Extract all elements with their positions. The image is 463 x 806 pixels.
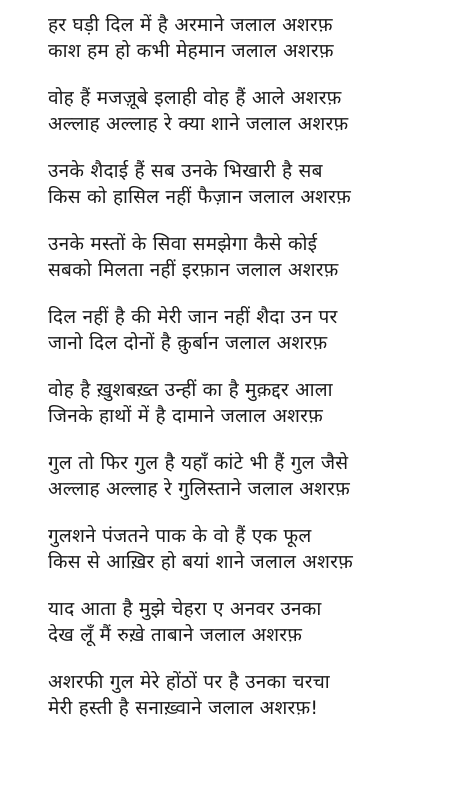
stanza-3 [48, 158, 448, 210]
poem-line: जिनके हाथों में है दामाने जलाल अशरफ़ [48, 405, 323, 427]
stanza-5 [48, 304, 448, 356]
poem-line: मेरी हस्ती है सनाख़्वाने जलाल अशरफ़! [48, 697, 319, 719]
poem-line: किस को हासिल नहीं फैज़ान जलाल अशरफ़ [48, 186, 351, 208]
poem-line: उनके शैदाई हैं सब उनके भिखारी है सब [48, 160, 323, 182]
poem-line: जानो दिल दोनों है क़ुर्बान जलाल अशरफ़ [48, 332, 328, 354]
poem-line: अल्लाह अल्लाह रे गुलिस्ताने जलाल अशरफ़ [48, 478, 350, 500]
poem-line: उनके मस्तों के सिवा समझेगा कैसे कोई [48, 233, 318, 255]
poem-line: काश हम हो कभी मेहमान जलाल अशरफ़ [48, 40, 334, 62]
poem-text [48, 12, 448, 742]
poem-line: देख लूँ मैं रुख़े ताबाने जलाल अशरफ़ [48, 624, 303, 646]
stanza-4 [48, 231, 448, 283]
poem-line: किस से आख़िर हो बयां शाने जलाल अशरफ़ [48, 551, 353, 573]
poem-line: गुलशने पंजतने पाक के वो हैं एक फूल [48, 525, 312, 547]
stanza-6 [48, 377, 448, 429]
poem-line: अल्लाह अल्लाह रे क्या शाने जलाल अशरफ़ [48, 113, 349, 135]
poem-line: दिल नहीं है की मेरी जान नहीं शैदा उन पर [48, 306, 338, 328]
stanza-10 [48, 669, 448, 721]
stanza-1 [48, 12, 448, 64]
poem-line: हर घड़ी दिल में है अरमाने जलाल अशरफ़ [48, 14, 333, 36]
stanza-8 [48, 523, 448, 575]
poem-line: गुल तो फिर गुल है यहाँ कांटे भी हैं गुल जैसे [48, 452, 349, 474]
poem-line: अशरफी गुल मेरे होंठों पर है उनका चरचा [48, 671, 330, 693]
stanza-2 [48, 85, 448, 137]
stanza-7 [48, 450, 448, 502]
poem-line: वोह हैं मजज़ूबे इलाही वोह हैं आले अशरफ़ [48, 87, 342, 109]
stanza-9 [48, 596, 448, 648]
poem-line: वोह है ख़ुशबख़्त उन्हीं का है मुक़द्दर आला [48, 379, 333, 401]
poem-line: याद आता है मुझे चेहरा ए अनवर उनका [48, 598, 322, 620]
poem-line: सबको मिलता नहीं इरफ़ान जलाल अशरफ़ [48, 259, 339, 281]
